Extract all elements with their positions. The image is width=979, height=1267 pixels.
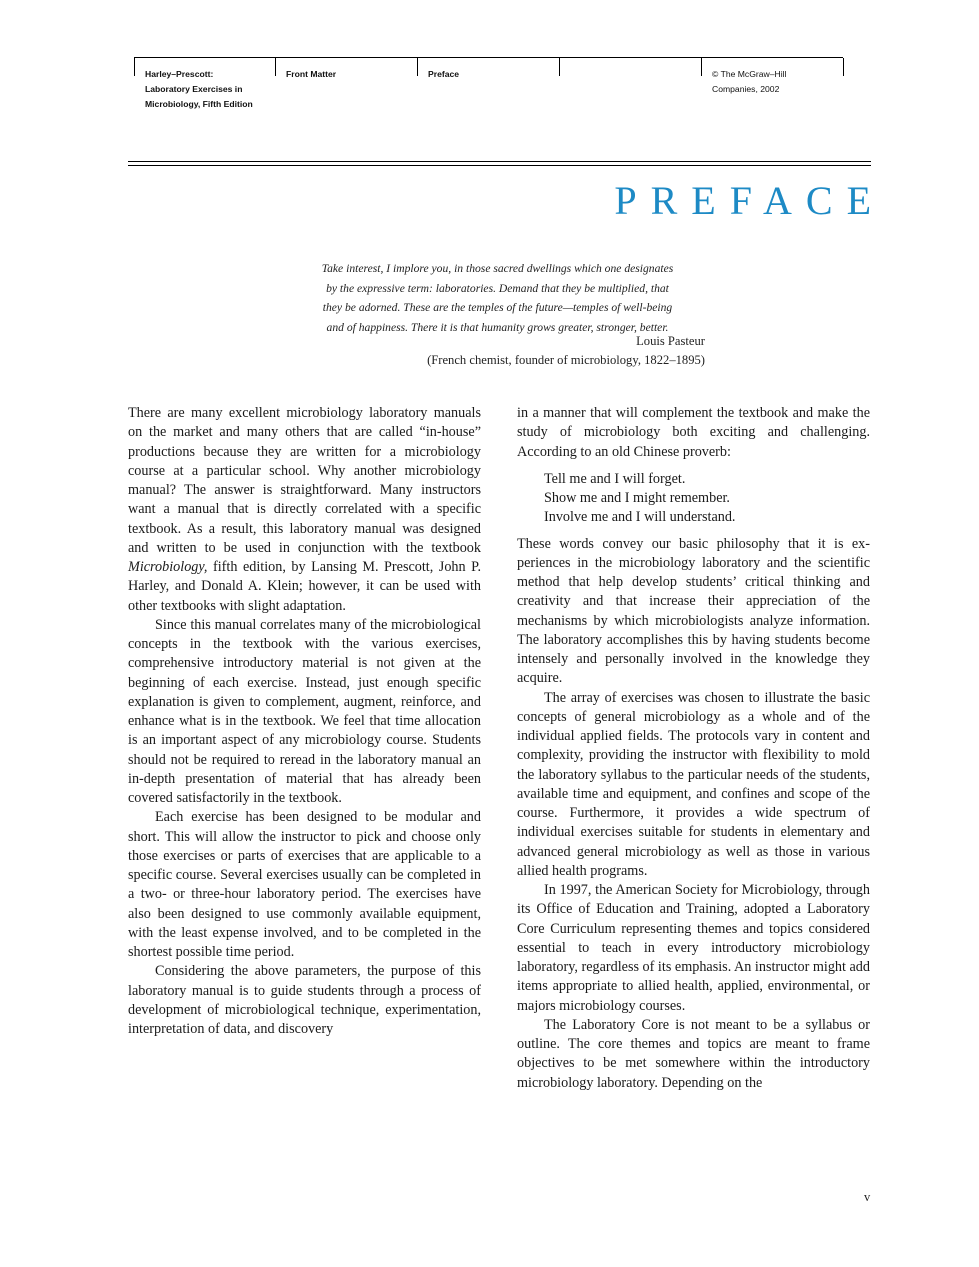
proverb-line: Tell me and I will forget. (544, 470, 686, 487)
header-copyright-line-1: © The McGraw–Hill (712, 69, 787, 79)
body-paragraph: The array of exercises was chosen to illustrate the basic concepts of general microbiology as a whole and of the individual applied fields. The protocols vary in content and complexity, providing the instructor with flexibility to mold the laboratory syllabus to the particular needs of the students, available time and equipment, and confines and scope of the course. Furthermore, it provides a wide spectrum of individual exercises suitable for students in elementary and advanced general microbiology as well as those in various allied health programs. (517, 689, 870, 879)
page-title: PREFACE (614, 178, 885, 223)
epigraph-author: Louis Pasteur (636, 334, 705, 348)
epigraph-author-note: (French chemist, founder of microbiology, 1822–1895) (427, 353, 705, 367)
header-book-line-3: Microbiology, Fifth Edition (145, 99, 253, 109)
epigraph-line: and of happiness. There it is that humanity grows greater, stronger, better. (326, 320, 669, 334)
epigraph-line: by the expressive term: laboratories. Demand that they be multiplied, that (326, 281, 669, 295)
header-copyright-line-2: Companies, 2002 (712, 84, 780, 94)
top-rule (128, 161, 871, 162)
running-header (134, 57, 843, 109)
top-rule-2 (128, 165, 871, 166)
body-paragraph: There are many excellent microbiology laboratory manuals on the market and many others that are called “in-house” productions because they are written for a microbiology course at a particular school. Why another microbiology manual? The answer is straightforward. Many instructors want a manual that is directly correlated with a specific textbook. As a result, this laboratory manual was designed and written to be used in conjunction with the textbook Microbiology, fifth edition, by Lansing M. Prescott, John P. Harley, and Donald A. Klein; however, it can be used with other textbooks with slight adaptation. (128, 405, 481, 614)
body-paragraph: The Laboratory Core is not meant to be a syllabus or outline. The core themes and topics are meant to frame objectives to be met somewhere within the introductory microbiology laboratory. Depending on the (517, 1016, 870, 1091)
body-paragraph: Each exercise has been designed to be modular and short. This will allow the instructor to pick and choose only those exercises or parts of exercises that are applicable to a specific course. Several exercises usually can be completed in a two- or three-hour laboratory period. The exercises have also been designed to use commonly available equipment, with the least expense involved, and to be completed in the shortest possible time period. (128, 809, 481, 960)
epigraph (290, 259, 705, 337)
header-cell-empty (559, 58, 702, 76)
body-paragraph: These words convey our basic philosophy that it is experiences in the microbiology laboratory and the scientific method that help develop students’ critical thinking and creativity and that increase their appreciation of the mechanisms by which microbiologists analyze information. The laboratory accomplishes this by having students become intensely and personally involved in the knowledge they acquire. (517, 535, 870, 687)
epigraph-line: they be adorned. These are the temples of the future—temples of well-being (322, 301, 673, 314)
proverb-line: Show me and I might remember. (544, 490, 730, 506)
header-book-line-1: Harley–Prescott: (145, 69, 214, 79)
page-number: v (864, 1190, 871, 1204)
header-section: Front Matter (286, 69, 337, 79)
body-paragraph: Considering the above parameters, the purpose of this laboratory manual is to guide students through a process of development of microbiological technique, experimentation, interpretation of data, and discovery (128, 963, 481, 1037)
header-book-line-2: Laboratory Exercises in (145, 84, 243, 94)
left-column (128, 404, 481, 1039)
epigraph-line: Take interest, I implore you, in those sacred dwellings which one designates (321, 262, 674, 275)
proverb-line: Involve me and I will understand. (544, 509, 736, 526)
book-title-italic: Microbiology, (128, 559, 208, 575)
body-paragraph: In 1997, the American Society for Microbiology, through its Office of Education and Training, adopted a Laboratory Core Curriculum representing themes and topics considered essential to teach in every introductory microbiology laboratory, regardless of its emphasis. An instructor might add items appropriate to allied health, applied, environmental, or majors microbiology courses. (517, 882, 870, 1014)
proverb-block (544, 470, 870, 528)
body-paragraph: in a manner that will complement the textbook and make the study of microbiology both exciting and challenging. According to an old Chinese proverb: (517, 405, 870, 460)
header-chapter: Preface (428, 69, 460, 79)
right-column (517, 404, 870, 1093)
body-paragraph: Since this manual correlates many of the microbiological concepts in the textbook with the various exercises, comprehensive introductory material is not given at the beginning of each exercise. Instead, just enough specific explanation is given to complement, augment, reinforce, and enhance what is in the textbook. We feel that time allocation is an important aspect of any microbiology course. Students should not be required to reread in the laboratory manual an in-depth presentation of material that has already been covered satisfactorily in the textbook. (128, 616, 481, 806)
